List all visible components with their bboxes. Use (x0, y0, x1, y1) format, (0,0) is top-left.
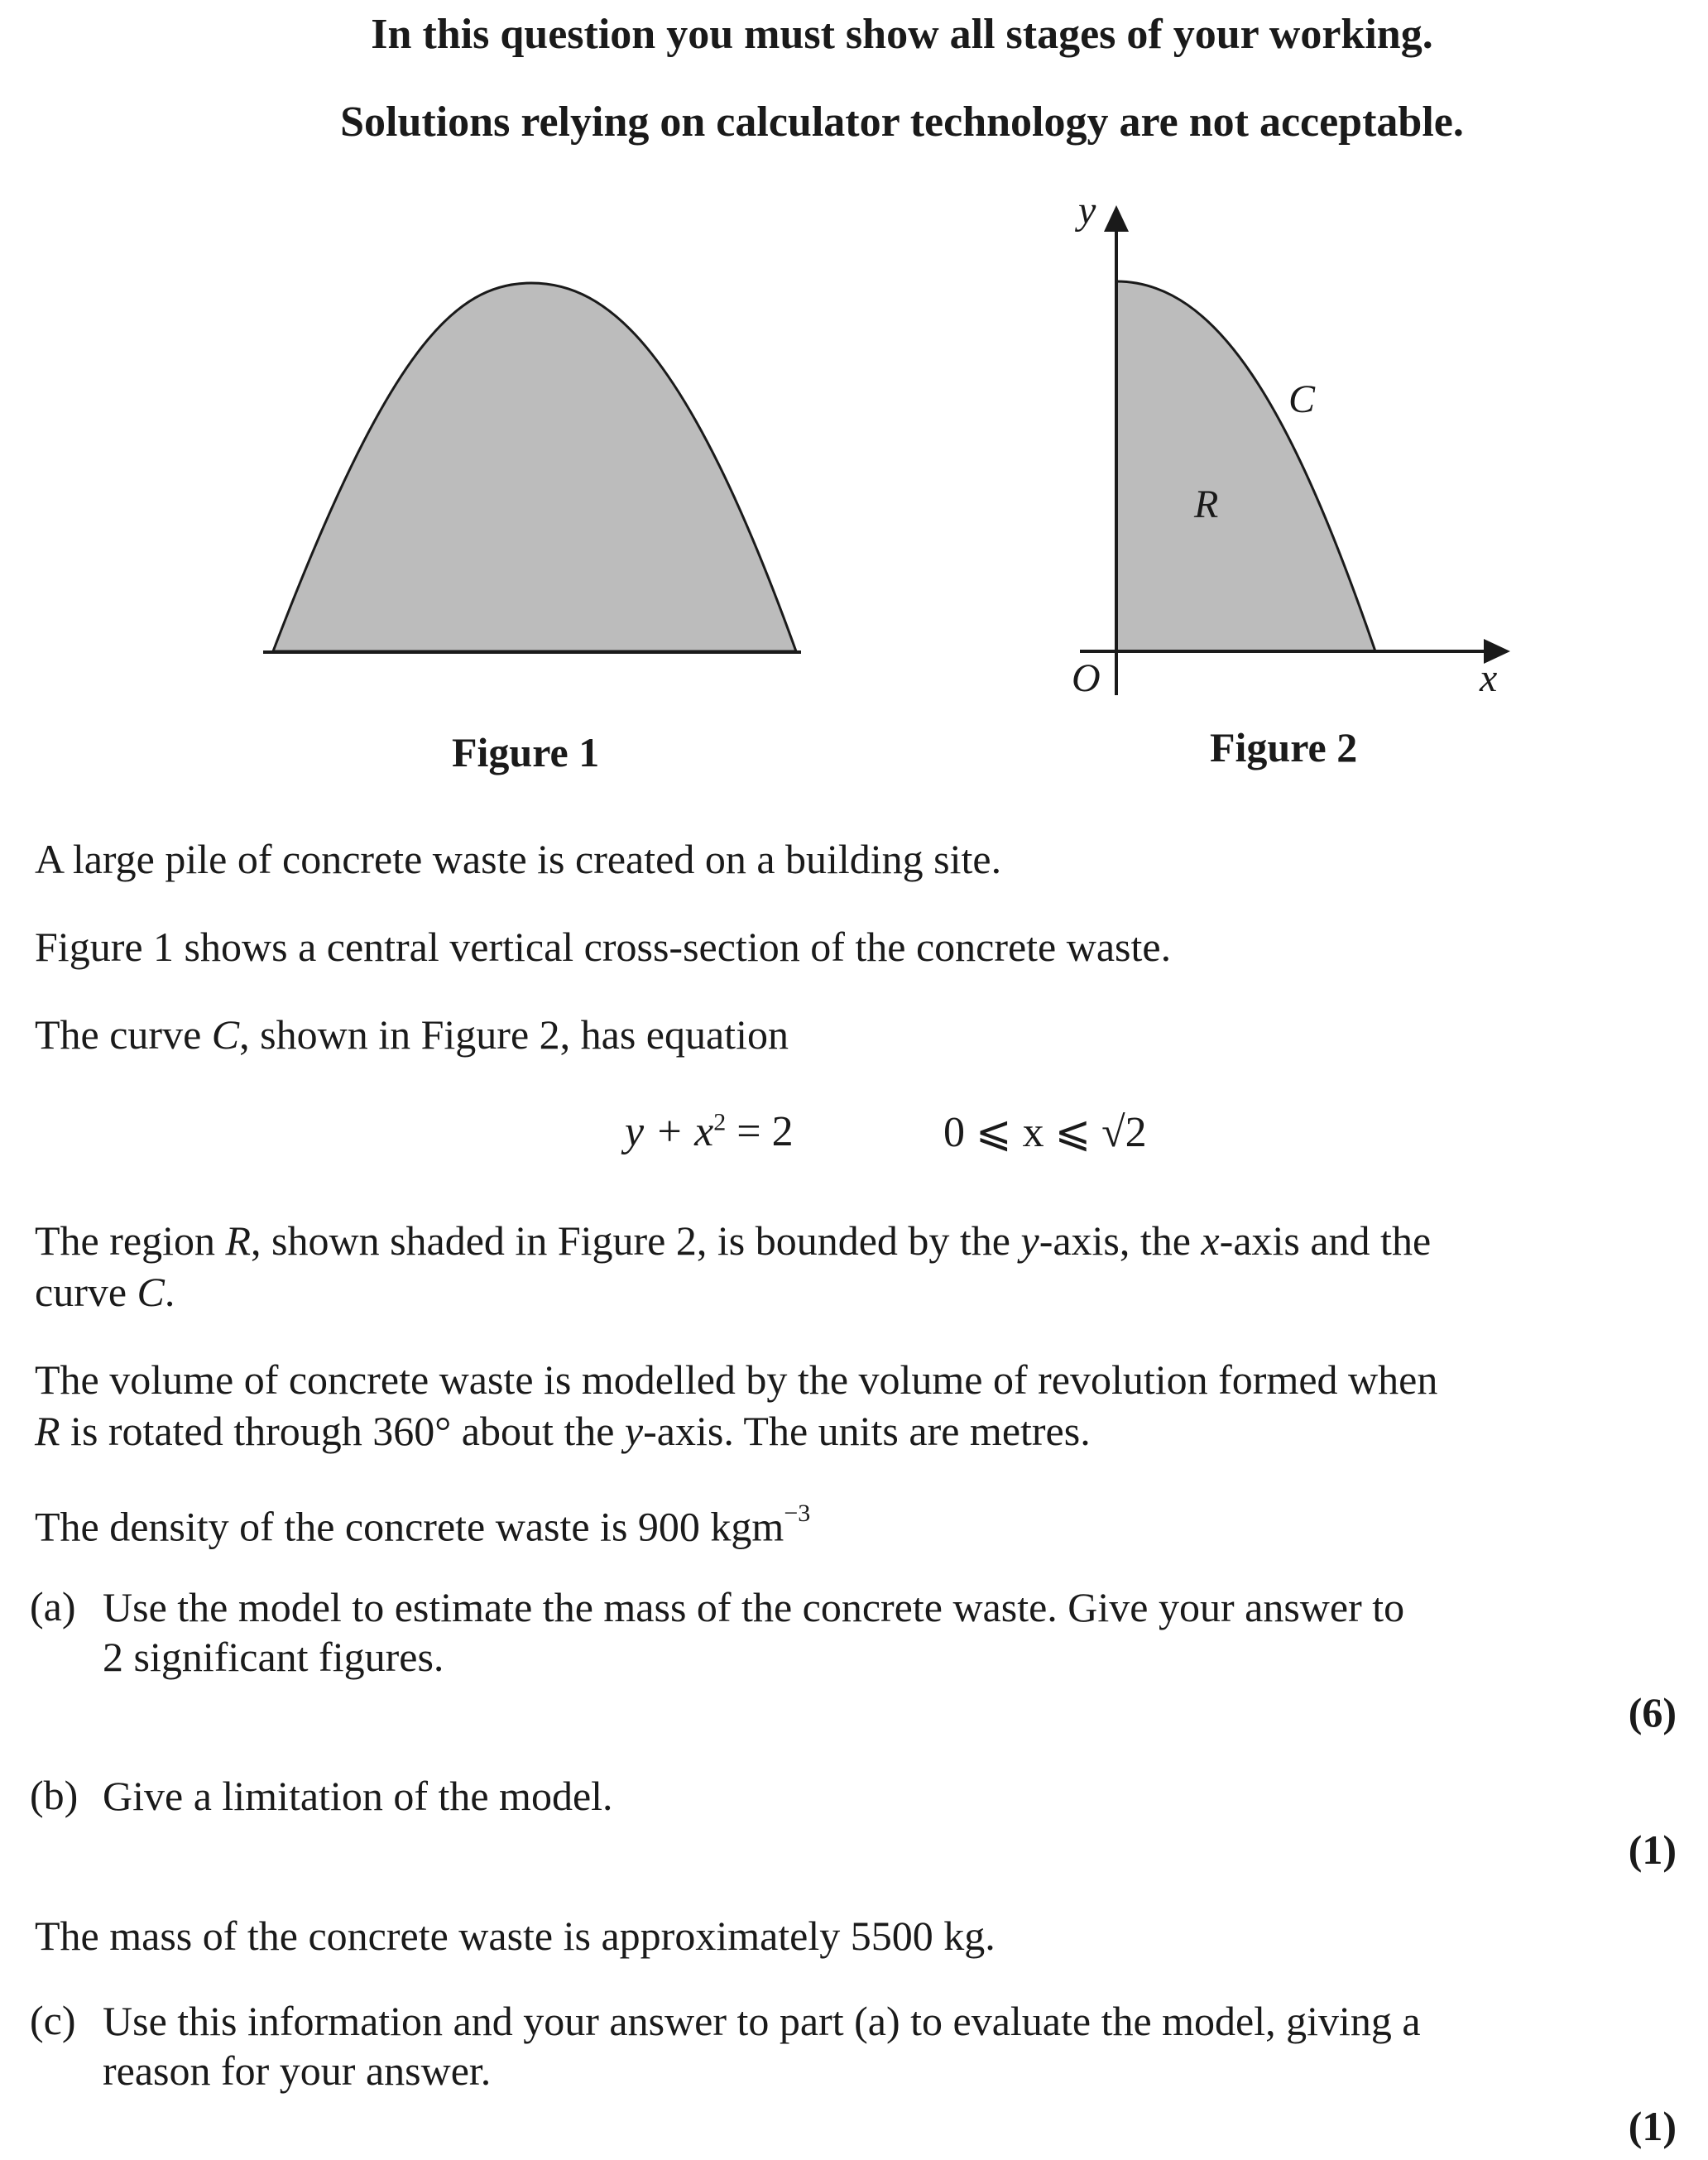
region-r-shading (1116, 281, 1375, 651)
y-axis-label: y (1078, 190, 1096, 233)
question-a-text: Use the model to estimate the mass of the concrete waste. Give your answer to 2 significant figures. (103, 1584, 1405, 1680)
equation-curve: $y + x^2 = 2$ (625, 1108, 794, 1155)
volume-text-line-2: R is rotated through 360° about the y-axis. The units are metres. (35, 1408, 1091, 1454)
intro-paragraph-1: A large pile of concrete waste is created on a building site. (35, 836, 1002, 882)
density-text: The density of the concrete waste is 900 kgm$^{-3}$ (35, 1500, 811, 1550)
instruction-calculator: Solutions relying on calculator technology are not acceptable. (340, 98, 1464, 146)
question-b-text: Give a limitation of the model. (103, 1773, 613, 1819)
intro-paragraph-2: Figure 1 shows a central vertical cross-section of the concrete waste. (35, 924, 1172, 970)
question-c-letter: (c) (30, 1997, 76, 2043)
y-axis-arrowhead (1104, 205, 1129, 232)
figure-1-cross-section (273, 283, 796, 651)
question-b-letter: (b) (30, 1772, 79, 1818)
region-text-line-1: The region R, shown shaded in Figure 2, is bounded by the y-axis, the x-axis and the (35, 1217, 1432, 1264)
mass-text: The mass of the concrete waste is approximately 5500 kg. (35, 1913, 996, 1959)
question-c-text: Use this information and your answer to part (a) to evaluate the model, giving a reason for your answer. (103, 1998, 1421, 2094)
origin-label: O (1072, 656, 1101, 700)
equation-domain: 0 ⩽ x ⩽ √2 (943, 1109, 1147, 1156)
intro-paragraph-3: The curve C, shown in Figure 2, has equation (35, 1011, 789, 1058)
region-r-label: R (1194, 482, 1219, 526)
question-a-letter: (a) (30, 1583, 76, 1630)
question-c-marks: (1) (1628, 2103, 1677, 2149)
region-text-line-2: curve C. (35, 1269, 175, 1315)
question-a-marks: (6) (1628, 1689, 1677, 1735)
figure-2 (1043, 190, 1572, 728)
figure-1-label: Figure 1 (452, 729, 600, 775)
question-b-marks: (1) (1628, 1826, 1677, 1873)
curve-c-label: C (1288, 377, 1316, 421)
figure-2-label: Figure 2 (1210, 724, 1358, 770)
x-axis-label: x (1480, 656, 1498, 700)
volume-text-line-1: The volume of concrete waste is modelled by the volume of revolution formed when (35, 1356, 1438, 1403)
instruction-working: In this question you must show all stages of your working. (371, 11, 1433, 58)
figure-1 (248, 265, 828, 670)
